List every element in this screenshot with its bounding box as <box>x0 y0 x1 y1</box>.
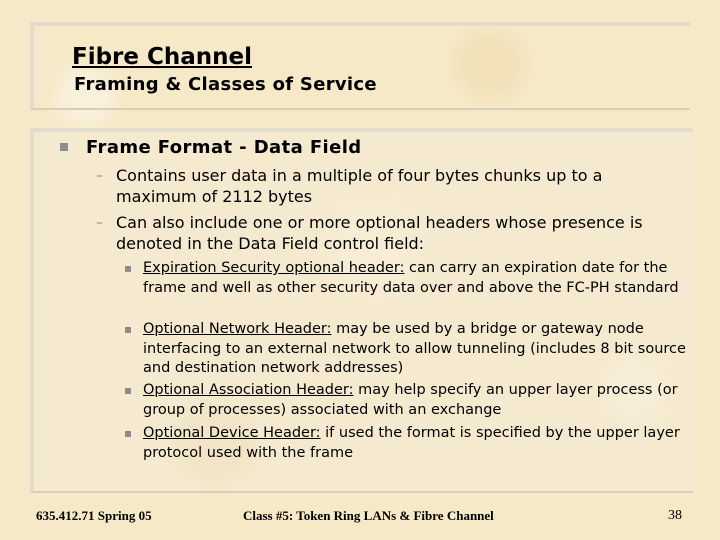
small-square-bullet-icon <box>125 388 131 394</box>
slide-subtitle: Framing & Classes of Service <box>74 74 377 95</box>
small-square-bullet-icon <box>125 266 131 272</box>
optional-header-text: may help specify an upper layer process (or group of processes) associated with an exchange <box>143 382 678 418</box>
slide-title: Fibre Channel <box>72 44 253 70</box>
optional-header-text: may be used by a bridge or gateway node interfacing to an external network to allow tunneling (includes 8 bit source and destination network addresses) <box>143 321 686 376</box>
dash-bullet: – <box>96 215 103 231</box>
optional-header-item <box>143 259 688 298</box>
page-number: 38 <box>668 508 682 523</box>
optional-header-name: Optional Device Header: <box>143 425 321 441</box>
square-bullet-icon <box>60 143 68 151</box>
optional-header-text: if used the format is specified by the upper layer protocol used with the frame <box>143 425 680 461</box>
small-square-bullet-icon <box>125 431 131 437</box>
optional-header-name: Optional Association Header: <box>143 382 354 398</box>
footer-class-title: Class #5: Token Ring LANs & Fibre Channel <box>243 508 494 523</box>
dash-bullet: – <box>96 168 103 184</box>
footer-course: 635.412.71 Spring 05 <box>36 508 152 523</box>
optional-header-item <box>143 424 688 463</box>
point-2: Can also include one or more optional headers whose presence is denoted in the Data Field control field: <box>116 213 643 253</box>
optional-header-text: can carry an expiration date for the frame and well as other security data over and above the FC-PH standard <box>143 260 679 296</box>
small-square-bullet-icon <box>125 327 131 333</box>
optional-header-name: Expiration Security optional header: <box>143 260 405 276</box>
optional-header-item <box>143 381 688 420</box>
optional-header-name: Optional Network Header: <box>143 321 332 337</box>
optional-header-item <box>143 320 688 379</box>
point-1: Contains user data in a multiple of four bytes chunks up to a maximum of 2112 bytes <box>116 166 603 206</box>
main-heading: Frame Format - Data Field <box>86 137 362 158</box>
